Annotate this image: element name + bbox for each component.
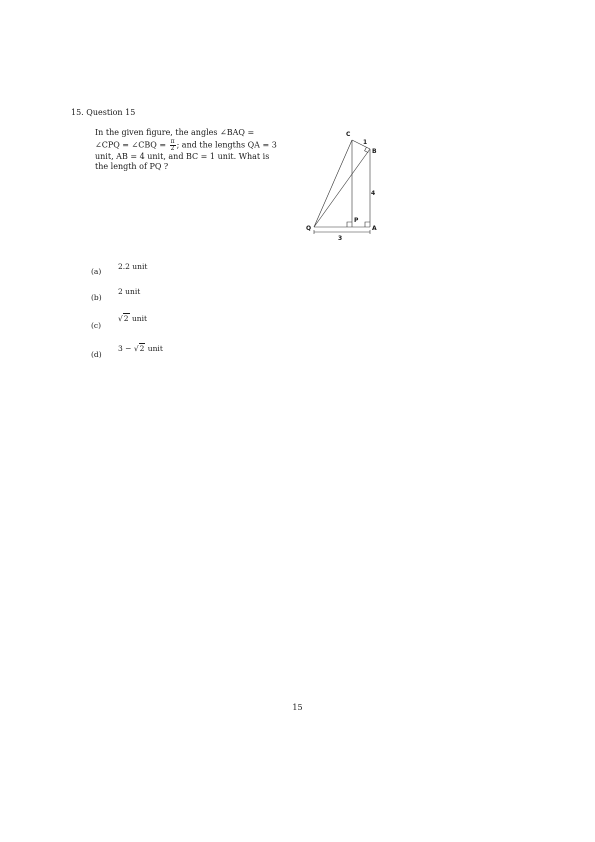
right-angle-a xyxy=(365,222,370,227)
stem-line-2 xyxy=(95,139,301,152)
radicand: 2 xyxy=(123,314,129,323)
option-b-text: 2 unit xyxy=(118,287,141,296)
label-b: B xyxy=(372,148,377,155)
stem-line-1: In the given figure, the angles ∠BAQ = xyxy=(95,128,255,137)
pi-over-2-fraction xyxy=(170,139,176,152)
option-c-text xyxy=(118,314,147,323)
option-c-unit: unit xyxy=(129,314,148,323)
fraction-numerator: π xyxy=(170,137,175,145)
label-q: Q xyxy=(306,225,312,232)
right-angle-p xyxy=(347,222,352,227)
geometry-figure xyxy=(300,125,390,245)
segment-qb xyxy=(314,149,370,227)
option-a-label: (a) xyxy=(91,267,102,276)
sqrt-symbol: √2 xyxy=(118,314,129,323)
stem-line-4: the length of PQ ? xyxy=(95,162,169,171)
option-d-prefix: 3 − xyxy=(118,344,134,353)
stem-line-3: unit, AB = 4 unit, and BC = 1 unit. What is xyxy=(95,151,270,161)
length-bc: 1 xyxy=(363,139,368,146)
radicand: 2 xyxy=(139,344,145,353)
label-p: P xyxy=(354,217,359,224)
fraction-denominator: 2 xyxy=(170,144,175,152)
segment-bc xyxy=(352,140,370,149)
option-c-label: (c) xyxy=(91,321,102,330)
length-qa: 3 xyxy=(338,235,343,242)
option-d-text xyxy=(118,344,163,353)
label-a: A xyxy=(372,225,377,232)
option-b-label: (b) xyxy=(91,293,102,302)
label-c: C xyxy=(346,131,351,138)
sqrt-symbol: √2 xyxy=(133,344,145,353)
question-stem xyxy=(95,128,301,173)
segment-qc xyxy=(314,140,352,227)
option-a-text: 2.2 unit xyxy=(118,262,148,271)
question-heading: 15. Question 15 xyxy=(71,108,136,117)
stem-line-2a: ∠CPQ = ∠CBQ = xyxy=(95,140,167,149)
page-number: 15 xyxy=(292,703,303,712)
option-d-unit: unit xyxy=(145,344,163,353)
stem-line-2b: ; and the lengths QA = 3 xyxy=(176,140,277,149)
option-d-label: (d) xyxy=(91,350,102,359)
length-ab: 4 xyxy=(371,190,376,197)
